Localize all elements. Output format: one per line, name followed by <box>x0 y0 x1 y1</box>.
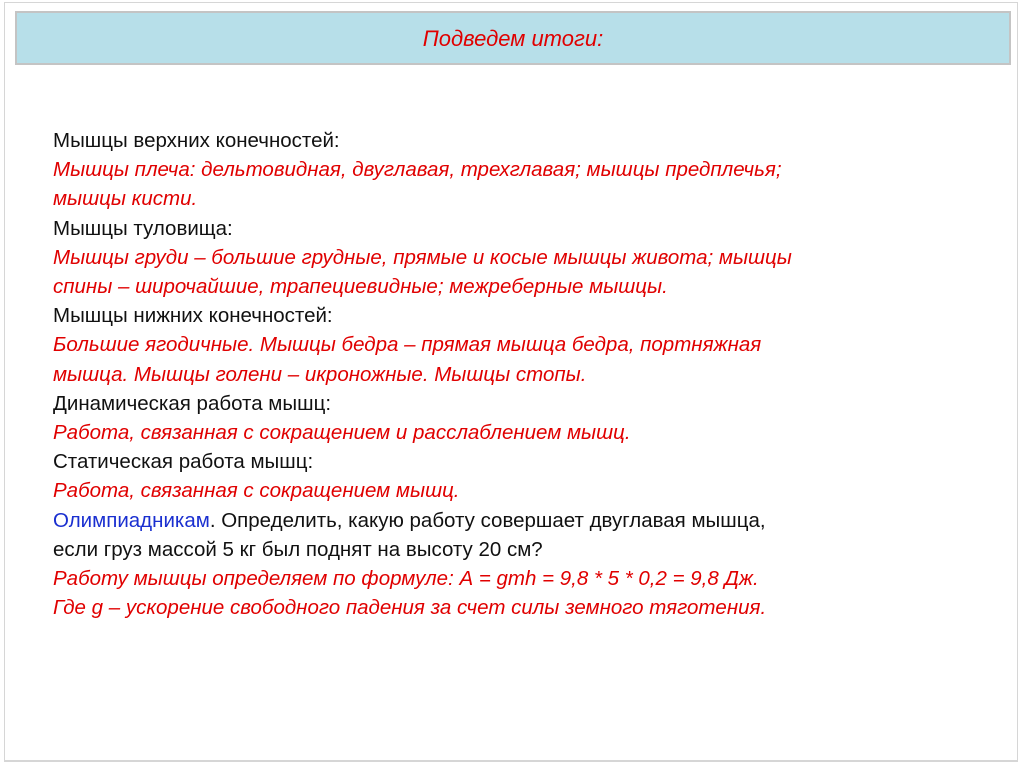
trunk-heading: Мышцы туловища: <box>53 216 233 240</box>
olympiad-answer-line-2: Где g – ускорение свободного падения за счет силы земного тяготения. <box>53 596 767 620</box>
slide-title: Подведем итоги: <box>422 26 604 51</box>
trunk-line-2: спины – широчайшие, трапециевидные; межреберные мышцы. <box>53 275 668 299</box>
static-work-heading: Статическая работа мышц: <box>53 450 314 474</box>
olympiad-question-line-2: если груз массой 5 кг был поднят на высоту 20 см? <box>53 537 543 561</box>
olympiad-answer-line-1: Работу мышцы определяем по формуле: А = gmh = 9,8 * 5 * 0,2 = 9,8 Дж. <box>53 567 759 591</box>
slide <box>4 2 1018 762</box>
lower-limbs-line-1: Большие ягодичные. Мышцы бедра – прямая мышца бедра, портняжная <box>53 333 762 357</box>
dynamic-work-heading: Динамическая работа мышц: <box>53 391 332 415</box>
lower-limbs-heading: Мышцы нижних конечностей: <box>53 304 333 328</box>
upper-limbs-line-2: мышцы кисти. <box>53 187 198 211</box>
slide-content <box>53 126 993 622</box>
dynamic-work-definition: Работа, связанная с сокращением и расслаблением мышц. <box>53 421 631 445</box>
upper-limbs-heading: Мышцы верхних конечностей: <box>53 129 340 152</box>
static-work-definition: Работа, связанная с сокращением мышц. <box>53 479 460 503</box>
lower-limbs-line-2: мышца. Мышцы голени – икроножные. Мышцы стопы. <box>53 362 587 386</box>
olympiad-question-text: . Определить, какую работу совершает двуглавая мышца, <box>209 508 766 532</box>
olympiad-prefix: Олимпиадникам <box>53 508 210 532</box>
olympiad-question-line-1 <box>53 506 993 535</box>
trunk-line-1: Мышцы груди – большие грудные, прямые и косые мышцы живота; мышцы <box>53 245 792 269</box>
upper-limbs-line-1: Мышцы плеча: дельтовидная, двуглавая, трехглавая; мышцы предплечья; <box>53 158 782 182</box>
title-bar <box>15 11 1011 65</box>
